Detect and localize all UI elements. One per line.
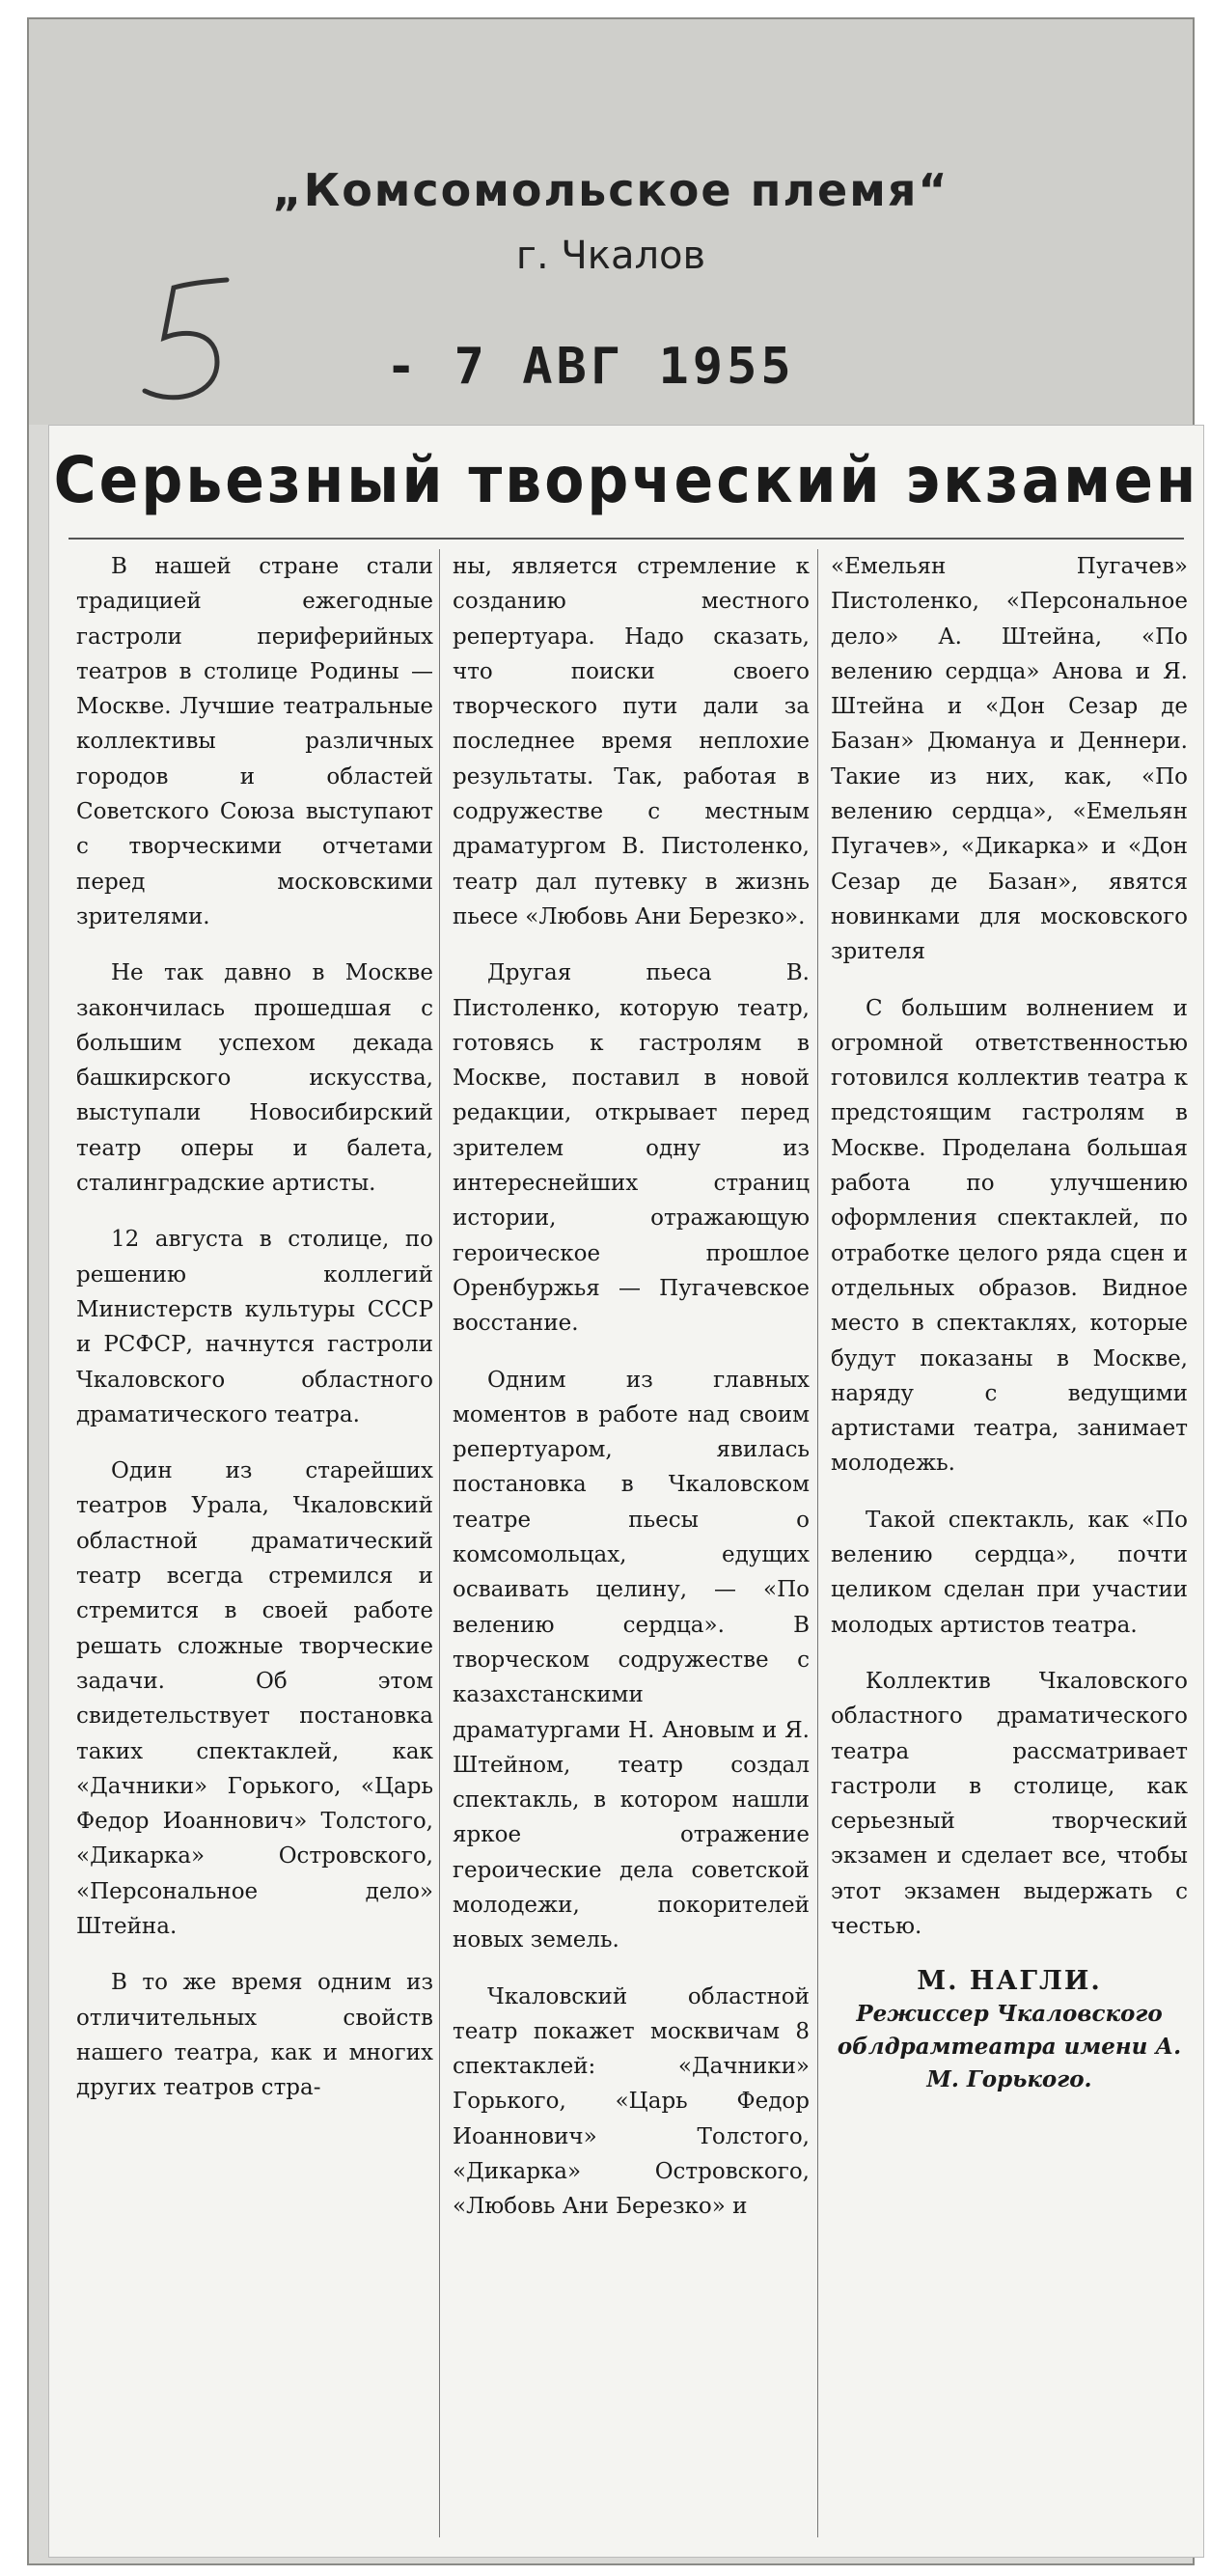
paragraph: Чкаловский областной театр покажет москвичам 8 спектаклей: «Дачники» Горького, «Царь Федор Иоаннович» Толстого, «Дикарка» Островского, «Любовь Ани Березко» и bbox=[453, 1983, 810, 2220]
newspaper-clipping bbox=[27, 17, 1199, 2565]
paragraph: Одним из главных моментов в работе над своим репертуаром, явилась постановка в Чкаловском театре пьесы о комсомольцах, едущих осваивать целину, — «По велению сердца». В творческом содружестве с казахстанскими драматургами Н. Ановым и Я. Штейном, театр создал спектакль, в котором нашли яркое отражение героические дела советской молодежи, покорителей новых земель. bbox=[453, 1367, 810, 1953]
paragraph: С большим волнением и огромной ответственностью готовился коллектив театра к предстоящим гастролям в Москве. Проделана большая работа по улучшению оформления спектаклей, по отработке целого ряда сцен и отдельных образов. Видное место в спектаклях, которые будут показаны в Москве, наряду с ведущими артистами театра, занимает молодежь. bbox=[831, 995, 1188, 1477]
handwritten-mark bbox=[135, 270, 241, 415]
column-divider bbox=[439, 549, 440, 2537]
paragraph: 12 августа в столице, по решению коллегий Министерств культуры СССР и РСФСР, начнутся гастроли Чкаловского областного драматического театра. bbox=[76, 1227, 433, 1427]
article-headline: Серьезный творческий экзамен bbox=[53, 443, 1199, 518]
paragraph: В нашей стране стали традицией ежегодные гастроли периферийных театров в столице Родины — Москве. Лучшие театральные коллективы различных городов и областей Советского Союза выступают с творческими отчетами перед московскими зрителями. bbox=[76, 554, 433, 929]
article-column-1 bbox=[76, 549, 433, 2126]
paragraph: В то же время одним из отличительных свойств нашего театра, как и многих других театров стра- bbox=[76, 1970, 433, 2101]
paragraph: Другая пьеса В. Пистоленко, которую театр, готовясь к гастролям в Москве, поставил в новой редакции, открывает перед зрителем одну из интереснейших страниц истории, отражающую героическое прошлое Оренбуржья — Пугачевское восстание. bbox=[453, 960, 810, 1337]
column-divider bbox=[817, 549, 818, 2537]
paragraph: Такой спектакль, как «По велению сердца», почти целиком сделан при участии молодых артистов театра. bbox=[831, 1507, 1188, 1638]
paragraph: Не так давно в Москве закончилась прошедшая с большим успехом декада башкирского искусства, выступали Новосибирский театр оперы и балета, сталинградские артисты. bbox=[76, 960, 433, 1197]
paragraph: «Емельян Пугачев» Пистоленко, «Персональное дело» А. Штейна, «По велению сердца» Анова и Я. Штейна и «Дон Сезар де Базан» Дюмануа и Деннери. Такие из них, как, «По велению сердца», «Емельян Пугачев», «Дикарка» и «Дон Сезар де Базан», явятся новинками для московского зрителя bbox=[831, 554, 1188, 965]
author-position: Режиссер Чкаловского облдрамтеатра имени А. М. Горького. bbox=[837, 2001, 1182, 2093]
article bbox=[48, 425, 1204, 2558]
newspaper-title: „Комсомольское племя“ bbox=[272, 164, 949, 216]
author-name: М. НАГЛИ. bbox=[917, 1966, 1102, 1997]
headline-divider bbox=[69, 538, 1184, 540]
clipping-header bbox=[29, 19, 1193, 425]
article-column-3 bbox=[831, 549, 1188, 2096]
paragraph: Один из старейших театров Урала, Чкаловский областной драматический театр всегда стремился и стремится в своей работе решать сложные творческие задачи. Об этом свидетельствует постановка таких спектаклей, как «Дачники» Горького, «Царь Федор Иоаннович» Толстого, «Дикарка» Островского, «Персональное дело» Штейна. bbox=[76, 1458, 433, 1939]
newspaper-city: г. Чкалов bbox=[515, 234, 706, 278]
paragraph: Коллектив Чкаловского областного драматического театра рассматривает гастроли в столице, как серьезный творческий экзамен и сделает все, чтобы этот экзамен выдержать с честью. bbox=[831, 1668, 1188, 1939]
article-column-2 bbox=[453, 549, 810, 2246]
paragraph: ны, является стремление к созданию местного репертуара. Надо сказать, что поиски своего творческого пути дали за последнее время неплохие результаты. Так, работая в содружестве с местным драматургом В. Пистоленко, театр дал путевку в жизнь пьесе «Любовь Ани Березко». bbox=[453, 554, 810, 929]
signature-block bbox=[831, 1965, 1188, 2096]
date-stamp: - 7 АВГ 1955 bbox=[386, 338, 795, 396]
